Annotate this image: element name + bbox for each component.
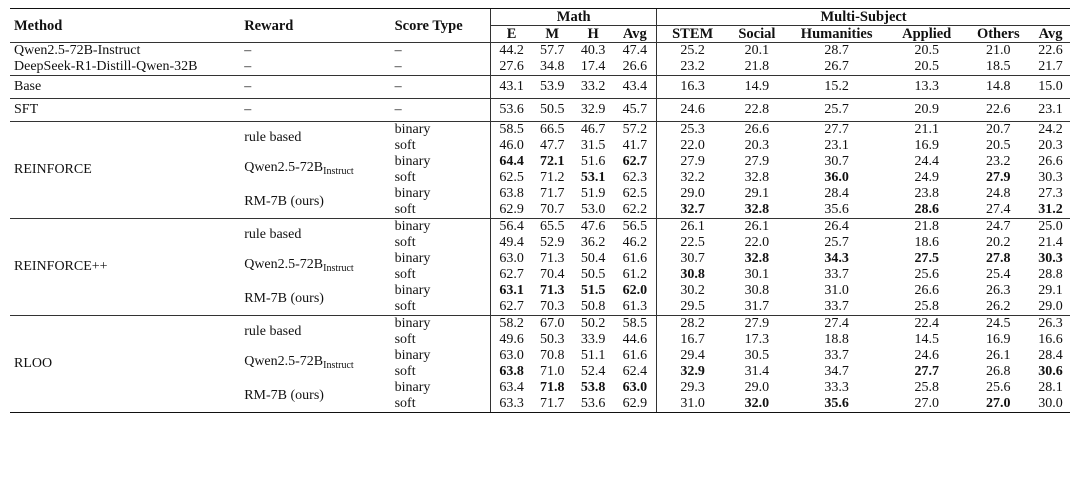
- reward-cell: –: [244, 59, 252, 74]
- value-cell: 62.0: [622, 283, 648, 298]
- value-cell: 22.6: [1031, 43, 1070, 60]
- value-cell: 62.7: [491, 299, 532, 316]
- value-cell: 23.2: [986, 154, 1011, 169]
- value-cell: 71.7: [539, 186, 565, 201]
- value-cell: 34.8: [539, 59, 565, 74]
- value-cell: 53.8: [580, 380, 606, 395]
- table-body: [10, 43, 1070, 413]
- value-cell: 62.4: [622, 364, 648, 379]
- score-type-cell: binary: [394, 348, 431, 363]
- value-cell: 26.1: [728, 219, 785, 236]
- value-cell: 27.9: [657, 154, 729, 170]
- value-cell: 23.1: [824, 138, 849, 153]
- results-table: [10, 8, 1070, 413]
- score-type-cell: –: [391, 43, 491, 60]
- value-cell: 31.7: [744, 299, 770, 314]
- value-cell: 62.3: [622, 170, 648, 185]
- reward-qwen-label: Qwen2.5-72B: [244, 257, 324, 272]
- value-cell: 25.7: [786, 99, 888, 122]
- value-cell: 56.5: [614, 219, 657, 236]
- value-cell: 58.2: [491, 316, 532, 333]
- score-type-cell: –: [391, 76, 491, 99]
- score-type-cell: soft: [394, 267, 416, 282]
- value-cell: 53.9: [532, 76, 573, 99]
- header-multi-stem: STEM: [657, 26, 729, 43]
- value-cell: 53.6: [573, 396, 614, 413]
- value-cell: 17.4: [580, 59, 606, 74]
- value-cell: 22.8: [728, 99, 785, 122]
- value-cell: 27.7: [786, 122, 888, 139]
- value-cell: 58.5: [614, 316, 657, 333]
- value-cell: 27.6: [491, 59, 532, 76]
- header-method: Method: [10, 9, 240, 43]
- value-cell: 20.5: [986, 138, 1011, 153]
- header-multi-avg: Avg: [1038, 26, 1063, 42]
- score-type-cell: –: [391, 99, 491, 122]
- value-cell: 14.8: [966, 76, 1031, 99]
- value-cell: 14.5: [914, 332, 939, 347]
- score-type-cell: soft: [391, 396, 491, 413]
- value-cell: 67.0: [532, 316, 573, 333]
- value-cell: 26.6: [622, 59, 648, 74]
- value-cell: 28.7: [786, 43, 888, 60]
- value-cell: 43.1: [491, 76, 532, 99]
- table-row: [10, 99, 1070, 122]
- value-cell: 30.1: [744, 267, 770, 282]
- value-cell: 50.8: [580, 299, 606, 314]
- value-cell: 25.4: [986, 267, 1011, 282]
- method-cell: REINFORCE: [10, 122, 240, 219]
- value-cell: 71.0: [539, 364, 565, 379]
- value-cell: 22.0: [657, 138, 729, 154]
- value-cell: 70.7: [539, 202, 565, 217]
- value-cell: 63.0: [491, 251, 532, 267]
- reward-qwen-label: Qwen2.5-72B: [244, 160, 324, 175]
- value-cell: 18.6: [914, 235, 939, 250]
- value-cell: 21.0: [966, 43, 1031, 60]
- value-cell: 26.1: [986, 348, 1011, 363]
- header-math-avg: Avg: [622, 26, 647, 42]
- value-cell: 21.8: [744, 59, 770, 74]
- value-cell: 24.2: [1031, 122, 1070, 139]
- value-cell: 63.3: [491, 396, 532, 413]
- value-cell: 71.8: [539, 380, 565, 395]
- value-cell: 57.7: [532, 43, 573, 60]
- value-cell: 29.1: [1038, 283, 1063, 298]
- reward-cell: [240, 251, 390, 283]
- method-cell: RLOO: [10, 316, 240, 413]
- value-cell: 27.0: [888, 396, 966, 413]
- value-cell: 32.8: [744, 202, 770, 217]
- header-multi-subject-group: Multi-Subject: [657, 9, 1070, 26]
- value-cell: 26.8: [986, 364, 1011, 379]
- value-cell: 61.3: [622, 299, 648, 314]
- value-cell: 15.0: [1031, 76, 1070, 99]
- value-cell: 49.4: [491, 235, 532, 251]
- value-cell: 40.3: [573, 43, 614, 60]
- value-cell: 36.2: [580, 235, 606, 250]
- value-cell: 53.0: [580, 202, 606, 217]
- value-cell: 20.7: [966, 122, 1031, 139]
- value-cell: 25.6: [986, 380, 1011, 395]
- value-cell: 26.6: [914, 283, 939, 298]
- header-math-group: Math: [491, 9, 657, 26]
- value-cell: 29.1: [744, 186, 770, 201]
- score-type-cell: binary: [391, 122, 491, 139]
- value-cell: 29.5: [657, 299, 729, 316]
- table-row: [10, 122, 1070, 139]
- value-cell: 51.5: [580, 283, 606, 298]
- value-cell: 51.9: [580, 186, 606, 201]
- value-cell: 29.4: [657, 348, 729, 364]
- value-cell: 16.9: [914, 138, 939, 153]
- value-cell: 25.0: [1031, 219, 1070, 236]
- value-cell: 30.0: [1031, 396, 1070, 413]
- value-cell: 20.5: [888, 43, 966, 60]
- value-cell: 28.4: [1038, 348, 1063, 363]
- value-cell: 61.6: [622, 251, 648, 266]
- value-cell: 62.5: [491, 170, 532, 186]
- value-cell: 20.5: [914, 59, 939, 74]
- value-cell: 27.7: [914, 364, 939, 379]
- value-cell: 50.2: [573, 316, 614, 333]
- value-cell: 20.3: [1038, 138, 1063, 153]
- score-type-cell: soft: [394, 235, 416, 250]
- header-score-type: Score Type: [391, 9, 491, 43]
- value-cell: 72.1: [539, 154, 565, 169]
- method-cell: Base: [10, 76, 240, 99]
- value-cell: 43.4: [614, 76, 657, 99]
- value-cell: 33.9: [580, 332, 606, 347]
- header-math-m: M: [545, 26, 560, 42]
- value-cell: 70.8: [539, 348, 565, 363]
- value-cell: 32.8: [744, 251, 770, 266]
- value-cell: 26.1: [657, 219, 729, 236]
- value-cell: 33.3: [824, 380, 849, 395]
- score-type-cell: –: [394, 59, 402, 74]
- value-cell: 30.6: [1038, 364, 1063, 379]
- value-cell: 51.1: [580, 348, 606, 363]
- value-cell: 30.5: [744, 348, 770, 363]
- value-cell: 27.4: [986, 202, 1011, 217]
- table-row: [10, 76, 1070, 99]
- value-cell: 16.3: [657, 76, 729, 99]
- value-cell: 32.7: [657, 202, 729, 219]
- value-cell: 26.3: [986, 283, 1011, 298]
- value-cell: 58.5: [491, 122, 532, 139]
- value-cell: 63.0: [622, 380, 648, 395]
- value-cell: 28.6: [914, 202, 939, 217]
- value-cell: 14.9: [728, 76, 785, 99]
- value-cell: 24.4: [914, 154, 939, 169]
- value-cell: 41.7: [622, 138, 648, 153]
- value-cell: 24.8: [986, 186, 1011, 201]
- value-cell: 47.7: [539, 138, 565, 153]
- value-cell: 16.6: [1038, 332, 1063, 347]
- value-cell: 13.3: [888, 76, 966, 99]
- value-cell: 16.9: [986, 332, 1011, 347]
- value-cell: 20.3: [744, 138, 770, 153]
- value-cell: 27.8: [986, 251, 1011, 266]
- header-multi-applied: Applied: [902, 26, 952, 42]
- value-cell: 24.6: [657, 99, 729, 122]
- value-cell: 56.4: [491, 219, 532, 236]
- value-cell: 47.6: [573, 219, 614, 236]
- header-multi-others: Others: [976, 26, 1020, 42]
- value-cell: 63.1: [491, 283, 532, 299]
- value-cell: 25.2: [657, 43, 729, 60]
- reward-qwen-subscript: Instruct: [323, 166, 354, 177]
- value-cell: 50.5: [580, 267, 606, 282]
- value-cell: 27.9: [986, 170, 1011, 185]
- value-cell: 32.8: [744, 170, 770, 185]
- score-type-cell: binary: [394, 380, 431, 395]
- value-cell: 71.7: [532, 396, 573, 413]
- value-cell: 26.7: [824, 59, 849, 74]
- value-cell: 23.2: [657, 59, 729, 76]
- value-cell: 71.2: [539, 170, 565, 185]
- table-row: [10, 316, 1070, 333]
- value-cell: 20.9: [888, 99, 966, 122]
- header-multi-social: Social: [738, 26, 776, 42]
- score-type-cell: binary: [391, 316, 491, 333]
- value-cell: 36.0: [824, 170, 849, 185]
- value-cell: 32.9: [657, 364, 729, 380]
- value-cell: 20.2: [986, 235, 1011, 250]
- value-cell: 26.6: [1038, 154, 1063, 169]
- value-cell: 70.4: [539, 267, 565, 282]
- value-cell: 23.8: [914, 186, 939, 201]
- header-reward: Reward: [240, 9, 390, 43]
- value-cell: 22.4: [888, 316, 966, 333]
- value-cell: 52.4: [580, 364, 606, 379]
- value-cell: 32.0: [728, 396, 785, 413]
- reward-cell: RM-7B (ours): [244, 291, 324, 306]
- value-cell: 31.4: [744, 364, 770, 379]
- value-cell: 26.3: [1031, 316, 1070, 333]
- value-cell: 62.9: [614, 396, 657, 413]
- reward-cell: RM-7B (ours): [240, 380, 390, 413]
- value-cell: 21.1: [888, 122, 966, 139]
- reward-qwen-subscript: Instruct: [323, 263, 354, 274]
- value-cell: 63.8: [491, 186, 532, 202]
- value-cell: 24.6: [914, 348, 939, 363]
- value-cell: 24.5: [966, 316, 1031, 333]
- value-cell: 50.5: [532, 99, 573, 122]
- value-cell: 22.6: [966, 99, 1031, 122]
- value-cell: 71.3: [539, 251, 565, 266]
- value-cell: 70.3: [539, 299, 565, 314]
- score-type-cell: soft: [394, 364, 416, 379]
- value-cell: 57.2: [614, 122, 657, 139]
- value-cell: 63.4: [491, 380, 532, 396]
- score-type-cell: binary: [394, 186, 431, 201]
- method-cell: Qwen2.5-72B-Instruct: [10, 43, 240, 60]
- score-type-cell: soft: [394, 202, 416, 217]
- value-cell: 71.3: [539, 283, 565, 298]
- value-cell: 61.6: [622, 348, 648, 363]
- reward-cell: [240, 348, 390, 380]
- value-cell: 25.7: [824, 235, 849, 250]
- header-math-e: E: [491, 26, 532, 43]
- value-cell: 62.2: [622, 202, 648, 217]
- method-cell: REINFORCE++: [10, 219, 240, 316]
- value-cell: 29.0: [1038, 299, 1063, 314]
- value-cell: 25.8: [914, 299, 939, 314]
- value-cell: 27.5: [914, 251, 939, 266]
- reward-cell: [240, 154, 390, 186]
- header-math-h: H: [587, 26, 599, 42]
- reward-cell: rule based: [240, 219, 390, 252]
- value-cell: 30.3: [1038, 170, 1063, 185]
- value-cell: 30.8: [657, 267, 729, 283]
- value-cell: 29.3: [657, 380, 729, 396]
- value-cell: 27.0: [966, 396, 1031, 413]
- value-cell: 18.8: [824, 332, 849, 347]
- value-cell: 32.9: [573, 99, 614, 122]
- value-cell: 62.7: [622, 154, 648, 169]
- score-type-cell: soft: [394, 138, 416, 153]
- value-cell: 62.5: [622, 186, 648, 201]
- value-cell: 46.0: [491, 138, 532, 154]
- value-cell: 52.9: [539, 235, 565, 250]
- value-cell: 21.8: [888, 219, 966, 236]
- reward-qwen-label: Qwen2.5-72B: [244, 354, 324, 369]
- value-cell: 45.7: [614, 99, 657, 122]
- value-cell: 47.4: [614, 43, 657, 60]
- value-cell: 27.3: [1038, 186, 1063, 201]
- value-cell: 30.7: [824, 154, 849, 169]
- value-cell: 64.4: [491, 154, 532, 170]
- value-cell: 30.2: [657, 283, 729, 299]
- value-cell: 27.9: [728, 316, 785, 333]
- value-cell: 46.7: [573, 122, 614, 139]
- value-cell: 25.6: [914, 267, 939, 282]
- value-cell: 34.7: [824, 364, 849, 379]
- value-cell: 62.9: [491, 202, 532, 219]
- table-row: [10, 59, 1070, 76]
- value-cell: 66.5: [532, 122, 573, 139]
- table-row: [10, 219, 1070, 236]
- score-type-cell: binary: [394, 154, 431, 169]
- reward-qwen-subscript: Instruct: [323, 360, 354, 371]
- value-cell: 31.0: [824, 283, 849, 298]
- value-cell: 51.6: [580, 154, 606, 169]
- value-cell: 28.8: [1038, 267, 1063, 282]
- value-cell: 50.3: [539, 332, 565, 347]
- value-cell: 33.7: [824, 267, 849, 282]
- reward-cell: rule based: [240, 122, 390, 155]
- value-cell: 35.6: [824, 202, 849, 217]
- value-cell: 17.3: [744, 332, 770, 347]
- reward-cell: rule based: [240, 316, 390, 349]
- value-cell: 25.3: [657, 122, 729, 139]
- value-cell: 27.9: [744, 154, 770, 169]
- value-cell: 24.7: [966, 219, 1031, 236]
- value-cell: 33.7: [824, 348, 849, 363]
- reward-cell: –: [240, 99, 390, 122]
- value-cell: 31.0: [657, 396, 729, 413]
- value-cell: 46.2: [622, 235, 648, 250]
- value-cell: 30.8: [744, 283, 770, 298]
- value-cell: 15.2: [786, 76, 888, 99]
- value-cell: 31.5: [580, 138, 606, 153]
- table-row: [10, 43, 1070, 60]
- value-cell: 16.7: [657, 332, 729, 348]
- score-type-cell: soft: [394, 332, 416, 347]
- reward-cell: –: [240, 43, 390, 60]
- value-cell: 29.0: [657, 186, 729, 202]
- method-cell: DeepSeek-R1-Distill-Qwen-32B: [14, 59, 198, 74]
- value-cell: 62.7: [491, 267, 532, 283]
- value-cell: 28.1: [1038, 380, 1063, 395]
- value-cell: 33.7: [824, 299, 849, 314]
- value-cell: 33.2: [573, 76, 614, 99]
- value-cell: 61.2: [622, 267, 648, 282]
- value-cell: 30.7: [657, 251, 729, 267]
- value-cell: 31.2: [1038, 202, 1063, 217]
- value-cell: 44.6: [622, 332, 648, 347]
- score-type-cell: binary: [394, 251, 431, 266]
- value-cell: 28.4: [824, 186, 849, 201]
- value-cell: 65.5: [532, 219, 573, 236]
- header-multi-humanities: Humanities: [800, 26, 873, 42]
- value-cell: 29.0: [744, 380, 770, 395]
- value-cell: 53.6: [491, 99, 532, 122]
- value-cell: 20.1: [728, 43, 785, 60]
- value-cell: 27.4: [786, 316, 888, 333]
- value-cell: 23.1: [1031, 99, 1070, 122]
- value-cell: 63.0: [491, 348, 532, 364]
- value-cell: 25.8: [914, 380, 939, 395]
- score-type-cell: binary: [391, 219, 491, 236]
- score-type-cell: soft: [394, 299, 416, 314]
- value-cell: 49.6: [491, 332, 532, 348]
- value-cell: 35.6: [786, 396, 888, 413]
- value-cell: 18.5: [986, 59, 1011, 74]
- value-cell: 26.4: [786, 219, 888, 236]
- value-cell: 34.3: [824, 251, 849, 266]
- value-cell: 21.4: [1038, 235, 1063, 250]
- value-cell: 30.3: [1038, 251, 1063, 266]
- value-cell: 53.1: [580, 170, 606, 185]
- value-cell: 22.5: [657, 235, 729, 251]
- value-cell: 50.4: [580, 251, 606, 266]
- value-cell: 22.0: [744, 235, 770, 250]
- score-type-cell: binary: [394, 283, 431, 298]
- reward-cell: RM-7B (ours): [244, 194, 324, 209]
- method-cell: SFT: [10, 99, 240, 122]
- value-cell: 28.2: [657, 316, 729, 333]
- value-cell: 63.8: [491, 364, 532, 380]
- value-cell: 44.2: [491, 43, 532, 60]
- value-cell: 26.6: [728, 122, 785, 139]
- value-cell: 32.2: [657, 170, 729, 186]
- value-cell: 24.9: [914, 170, 939, 185]
- value-cell: 26.2: [986, 299, 1011, 314]
- score-type-cell: soft: [394, 170, 416, 185]
- value-cell: 21.7: [1038, 59, 1063, 74]
- reward-cell: –: [240, 76, 390, 99]
